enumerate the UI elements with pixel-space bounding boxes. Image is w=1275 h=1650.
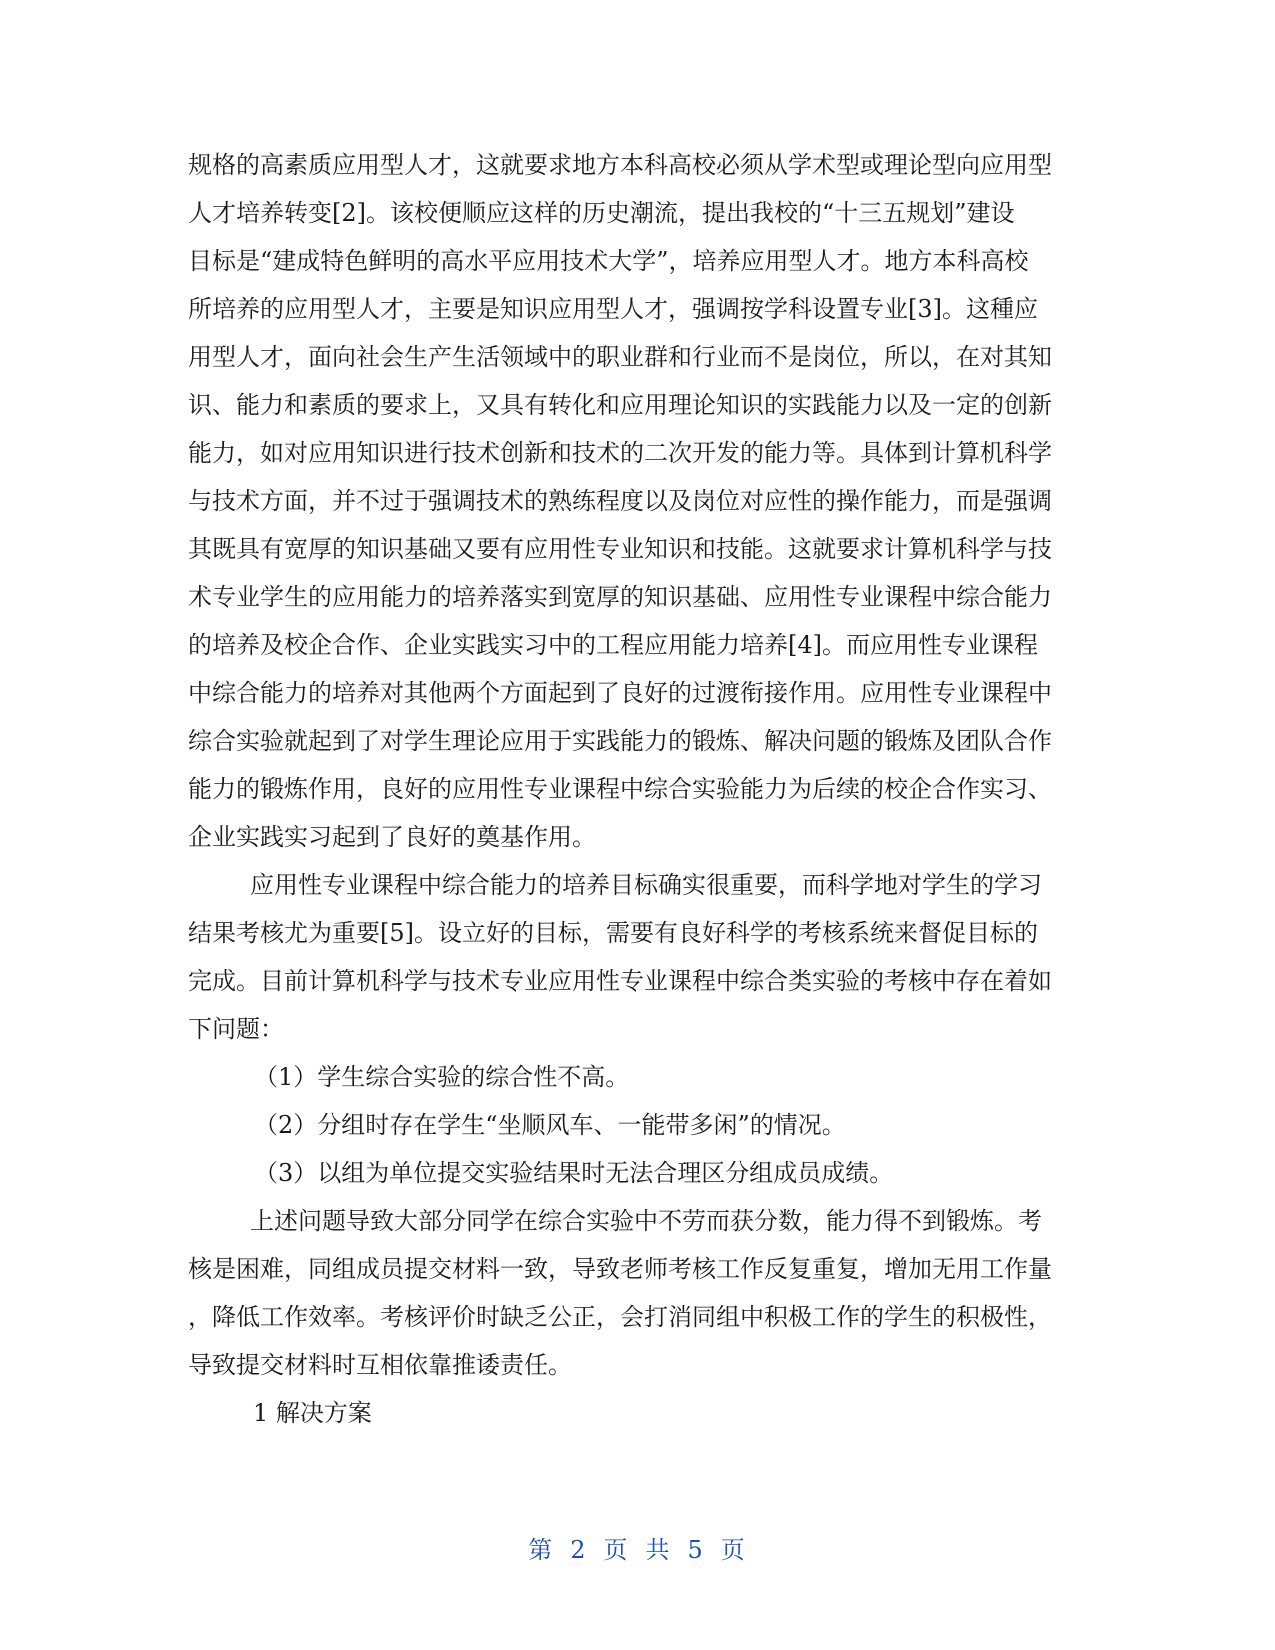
footer-label-ye: 页 (720, 1536, 747, 1564)
text-line: 能力，如对应用知识进行技术创新和技术的二次开发的能力等。具体到计算机科学 (188, 439, 1052, 467)
text-line: 规格的高素质应用型人才，这就要求地方本科高校必须从学术型或理论型向应用型 (188, 151, 1052, 179)
text-line: 下问题： (188, 1015, 284, 1043)
text-line: 术专业学生的应用能力的培养落实到宽厚的知识基础、应用性专业课程中综合能力 (188, 583, 1052, 611)
text-line: 结果考核尤为重要[5]。设立好的目标，需要有良好科学的考核系统来督促目标的 (188, 919, 1038, 947)
problem-list (188, 1053, 1088, 1197)
text-line: 核是困难，同组成员提交材料一致，导致老师考核工作反复重复，增加无用工作量 (188, 1255, 1052, 1283)
text-line: 企业实践实习起到了良好的奠基作用。 (188, 823, 596, 851)
text-line: 导致提交材料时互相依靠推诿责任。 (188, 1351, 572, 1379)
text-line: ，降低工作效率。考核评价时缺乏公正，会打消同组中积极工作的学生的积极性， (188, 1303, 1052, 1331)
footer-label-ye: 页 (603, 1536, 630, 1564)
list-item: （2）分组时存在学生“坐顺风车、一能带多闲”的情况。 (254, 1111, 846, 1139)
text-line: 所培养的应用型人才，主要是知识应用型人才，强调按学科设置专业[3]。这種应 (188, 295, 1038, 323)
text-line: 的培养及校企合作、企业实践实习中的工程应用能力培养[4]。而应用性专业课程 (188, 631, 1038, 659)
total-pages-number: 5 (687, 1536, 705, 1564)
footer-label-gong: 共 (645, 1536, 672, 1564)
text-line: 目标是“建成特色鲜明的高水平应用技术大学”，培养应用型人才。地方本科高校 (188, 247, 1029, 275)
text-line: 中综合能力的培养对其他两个方面起到了良好的过渡衔接作用。应用性专业课程中 (188, 679, 1052, 707)
text-line: 完成。目前计算机科学与技术专业应用性专业课程中综合类实验的考核中存在着如 (188, 967, 1052, 995)
text-line: 应用性专业课程中综合能力的培养目标确实很重要，而科学地对学生的学习 (250, 871, 1042, 899)
document-body (188, 141, 1088, 1437)
text-line: 其既具有宽厚的知识基础又要有应用性专业知识和技能。这就要求计算机科学与技 (188, 535, 1052, 563)
current-page-number: 2 (570, 1536, 588, 1564)
text-line: 人才培养转变[2]。该校便顺应这样的历史潮流，提出我校的“十三五规划”建设 (188, 199, 1015, 227)
list-item: （1）学生综合实验的综合性不高。 (254, 1063, 630, 1091)
list-item: （3）以组为单位提交实验结果时无法合理区分组成员成绩。 (254, 1159, 894, 1187)
footer-label-di: 第 (528, 1536, 555, 1564)
text-line: 能力的锻炼作用，良好的应用性专业课程中综合实验能力为后续的校企合作实习、 (188, 775, 1052, 803)
text-line: 上述问题导致大部分同学在综合实验中不劳而获分数，能力得不到锻炼。考 (250, 1207, 1042, 1235)
text-line: 综合实验就起到了对学生理论应用于实践能力的锻炼、解决问题的锻炼及团队合作 (188, 727, 1052, 755)
paragraph-2 (188, 861, 1088, 1053)
paragraph-1 (188, 141, 1088, 861)
text-line: 用型人才，面向社会生产生活领域中的职业群和行业而不是岗位，所以，在对其知 (188, 343, 1052, 371)
page-footer (0, 1530, 1275, 1565)
text-line: 与技术方面，并不过于强调技术的熟练程度以及岗位对应性的操作能力，而是强调 (188, 487, 1052, 515)
text-line: 识、能力和素质的要求上，又具有转化和应用理论知识的实践能力以及一定的创新 (188, 391, 1052, 419)
paragraph-3 (188, 1197, 1088, 1389)
section-heading: 1 解决方案 (253, 1399, 372, 1427)
